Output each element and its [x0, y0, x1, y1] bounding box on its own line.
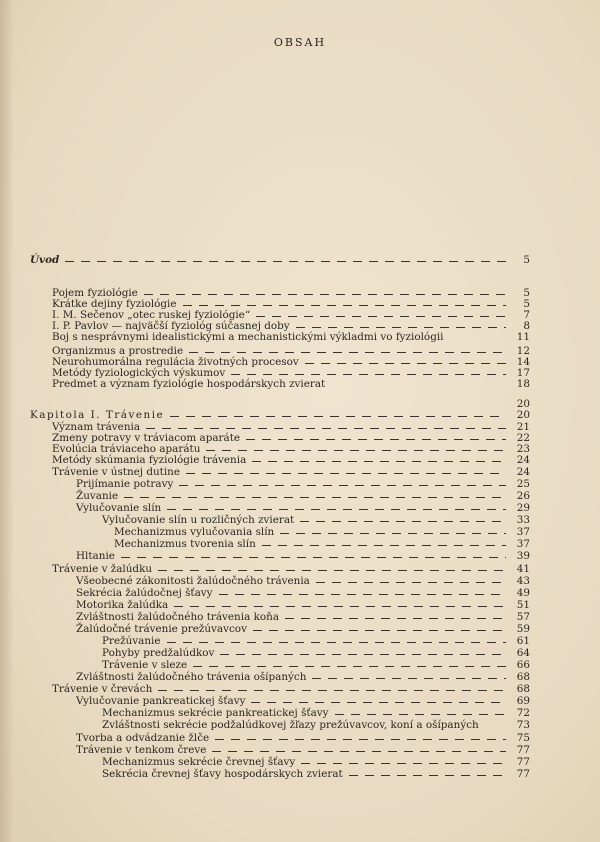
toc-entry-label: Vylučovanie slín u rozličných zvierat — [102, 514, 295, 526]
toc-entry-label: Prijímanie potravy — [76, 478, 174, 490]
toc-page-number: 12 — [516, 345, 530, 357]
toc-entry — [102, 768, 530, 780]
toc-entry — [76, 587, 530, 599]
toc-entry — [102, 756, 530, 768]
toc-entry-label: Trávenie v tenkom čreve — [76, 744, 207, 756]
toc-entry — [102, 719, 530, 731]
toc-entry — [30, 409, 530, 421]
toc-page-number: 61 — [516, 635, 530, 647]
toc-page-number: 5 — [523, 298, 530, 310]
toc-page-number: 41 — [516, 563, 530, 575]
toc-entry — [114, 526, 530, 538]
toc-page-number: 21 — [516, 421, 530, 433]
leader-dashes — [256, 316, 506, 317]
leader-dashes — [253, 630, 506, 631]
toc-entry-label: Žuvanie — [76, 490, 119, 502]
toc-entry — [102, 647, 530, 659]
toc-entry-label: Trávenie v črevách — [52, 683, 153, 695]
toc-entry — [76, 623, 530, 635]
toc-entry-label: Mechanizmus sekrécie pankreatickej šťavy — [102, 707, 329, 719]
toc-page-number: 20 — [516, 409, 530, 421]
toc-entry-label: Trávenie v ústnej dutine — [52, 466, 181, 478]
toc-entry — [76, 732, 530, 744]
toc-page-number: 59 — [516, 623, 530, 635]
leader-dashes — [231, 374, 506, 375]
leader-dashes — [124, 497, 506, 498]
toc-entry-label: Motorika žalúdka — [76, 599, 169, 611]
toc-entry — [76, 575, 530, 587]
toc-entry — [52, 454, 530, 466]
leader-dashes — [212, 751, 506, 752]
toc-page-number: 77 — [516, 744, 530, 756]
toc-page-number: 25 — [516, 478, 530, 490]
leader-dashes — [146, 428, 506, 429]
toc-page-number: 14 — [516, 356, 530, 368]
toc-page-number: 23 — [516, 443, 530, 455]
toc-page-number: 26 — [516, 490, 530, 502]
toc-entry-label: Mechanizmus vylučovania slín — [114, 526, 275, 538]
leader-dashes — [219, 594, 506, 595]
toc-page-number: 33 — [516, 514, 530, 526]
leader-dashes — [158, 690, 506, 691]
leader-dashes — [193, 666, 506, 667]
leader-dashes — [349, 775, 506, 776]
toc-entry-label: Zvláštnosti sekrécie podžalúdkovej žľazy prežúvavcov, koní a ošípaných — [102, 719, 479, 731]
toc-page-number: 72 — [516, 707, 530, 719]
leader-dashes — [252, 461, 506, 462]
leader-dashes — [144, 294, 506, 295]
toc-page-number: 39 — [516, 550, 530, 562]
toc-page-number: 77 — [516, 756, 530, 768]
toc-page-number: 5 — [523, 287, 530, 299]
leader-dashes — [485, 726, 506, 727]
toc-entry-label: Metódy skúmania fyziológie trávenia — [52, 454, 247, 466]
leader-dashes — [36, 405, 506, 406]
leader-dashes — [65, 261, 506, 262]
toc-entry-label: Trávenie v sleze — [102, 659, 188, 671]
toc-page-number: 68 — [516, 683, 530, 695]
toc-entry-label: Organizmus a prostredie — [52, 345, 184, 357]
toc-entry — [52, 331, 530, 343]
toc-entry — [76, 599, 530, 611]
toc-entry-label: Prežúvanie — [102, 635, 161, 647]
toc-entry-label: Sekrécia žalúdočnej šťavy — [76, 587, 213, 599]
leader-dashes — [335, 714, 506, 715]
toc-entry — [102, 707, 530, 719]
toc-page-number: 24 — [516, 454, 530, 466]
leader-dashes — [121, 557, 506, 558]
leader-dashes — [246, 439, 506, 440]
toc-page-number: 29 — [516, 502, 530, 514]
toc-page-number: 66 — [516, 659, 530, 671]
toc-entry — [52, 683, 530, 695]
leader-dashes — [170, 416, 506, 417]
toc-entry-label: Vylučovanie slín — [76, 502, 162, 514]
toc-page-number: 69 — [516, 695, 530, 707]
toc-page-number: 5 — [523, 254, 530, 266]
toc-entry — [76, 744, 530, 756]
toc-entry-label: Všeobecné zákonitosti žalúdočného trávenia — [76, 575, 310, 587]
toc-page-number: 22 — [516, 432, 530, 444]
toc-entry — [76, 490, 530, 502]
toc-page-number: 24 — [516, 466, 530, 478]
toc-entry — [76, 478, 530, 490]
toc-entry — [76, 671, 530, 683]
leader-dashes — [206, 450, 506, 451]
leader-dashes — [189, 352, 506, 353]
toc-entry — [52, 378, 530, 390]
leader-dashes — [305, 363, 506, 364]
toc-entry-label: Zmeny potravy v tráviacom aparáte — [52, 432, 241, 444]
toc-entry — [102, 659, 530, 671]
toc-entry-label: Tvorba a odvádzanie žlče — [76, 732, 210, 744]
leader-dashes — [331, 385, 506, 386]
toc-page-number: 75 — [516, 732, 530, 744]
toc-page-number: 73 — [516, 719, 530, 731]
toc-page-number: 17 — [516, 367, 530, 379]
leader-dashes — [179, 485, 506, 486]
toc-entry-label: Boj s nesprávnymi idealistickými a mechanistickými výkladmi vo fyziológii — [52, 331, 444, 343]
toc-entry-label: I. P. Pavlov — najväčší fyziológ súčasnej doby — [52, 320, 290, 332]
toc-entry — [76, 550, 530, 562]
leader-dashes — [251, 702, 506, 703]
leader-dashes — [158, 570, 506, 571]
toc-entry — [76, 695, 530, 707]
toc-entry-label: Hltanie — [76, 550, 115, 562]
toc-entry — [30, 254, 530, 266]
toc-page-number: 20 — [516, 398, 530, 410]
toc-page-number: 11 — [516, 331, 530, 343]
toc-page-number: 51 — [516, 599, 530, 611]
leader-dashes — [280, 533, 506, 534]
leader-dashes — [300, 521, 506, 522]
leader-dashes — [183, 305, 506, 306]
toc-entry-label: Metódy fyziologických výskumov — [52, 367, 226, 379]
toc-page-number: 77 — [516, 768, 530, 780]
toc-page-number: 43 — [516, 575, 530, 587]
toc-entry-label: Evolúcia tráviaceho aparátu — [52, 443, 201, 455]
toc-entry — [76, 502, 530, 514]
toc-entry-label: Zvláštnosti žalúdočného trávenia ošípaných — [76, 671, 307, 683]
toc-entry-label: Mechanizmus sekrécie črevnej šťavy — [102, 756, 296, 768]
leader-dashes — [215, 739, 506, 740]
toc-entry-label: Kapitola I. Trávenie — [30, 409, 165, 421]
toc-entry-label: Neurohumorálna regulácia životných procesov — [52, 356, 299, 368]
leader-dashes — [285, 618, 506, 619]
leader-dashes — [262, 545, 506, 546]
leader-dashes — [296, 327, 506, 328]
toc-entry-label: Pojem fyziológie — [52, 287, 138, 299]
leader-dashes — [167, 509, 506, 510]
toc-entry-label: Význam trávenia — [52, 421, 141, 433]
toc-entry — [52, 466, 530, 478]
toc-page-number: 8 — [523, 320, 530, 332]
leader-dashes — [220, 654, 506, 655]
toc-entry — [114, 538, 530, 550]
toc-entry-label: Zvláštnosti žalúdočného trávenia koňa — [76, 611, 280, 623]
toc-entry — [102, 635, 530, 647]
leader-dashes — [174, 606, 506, 607]
toc-page-number: 37 — [516, 538, 530, 550]
leader-dashes — [316, 582, 506, 583]
toc-entry-label: Trávenie v žalúdku — [52, 563, 153, 575]
toc-page-number: 37 — [516, 526, 530, 538]
toc-entry — [102, 514, 530, 526]
toc-entry-label: Mechanizmus tvorenia slín — [114, 538, 256, 550]
toc-page-number: 18 — [516, 378, 530, 390]
leader-dashes — [186, 473, 506, 474]
toc-entry-label: Úvod — [30, 254, 60, 266]
leader-dashes — [312, 678, 506, 679]
toc-page-number: 49 — [516, 587, 530, 599]
toc-entry-label: I. M. Sečenov „otec ruskej fyziológie“ — [52, 309, 251, 321]
toc-entry-label: Krátke dejiny fyziológie — [52, 298, 177, 310]
page-title: OBSAH — [273, 36, 327, 49]
toc-page-number: 64 — [516, 647, 530, 659]
toc-entry-label: Žalúdočné trávenie prežúvavcov — [76, 623, 247, 635]
toc-entry-label: Sekrécia črevnej šťavy hospodárskych zvierat — [102, 768, 343, 780]
toc-entry-label: Vylučovanie pankreatickej šťavy — [76, 695, 246, 707]
toc-entry-label: Pohyby predžalúdkov — [102, 647, 215, 659]
leader-dashes — [167, 642, 506, 643]
leader-dashes — [450, 338, 507, 339]
toc-entry — [76, 611, 530, 623]
toc-entry — [52, 563, 530, 575]
toc-entry-label: Predmet a význam fyziológie hospodárskych zvierat — [52, 378, 326, 390]
leader-dashes — [301, 763, 506, 764]
toc-page-number: 57 — [516, 611, 530, 623]
toc-page-number: 7 — [523, 309, 530, 321]
toc-page-number: 68 — [516, 671, 530, 683]
